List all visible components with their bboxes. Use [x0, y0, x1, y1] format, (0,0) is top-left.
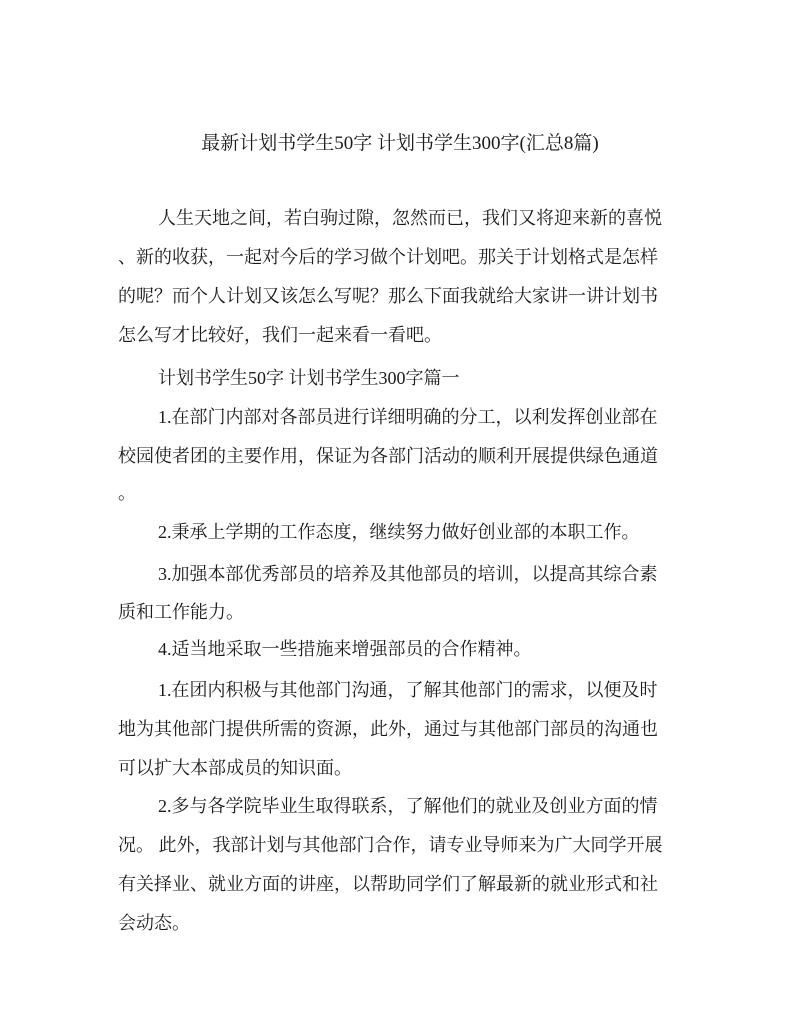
item-4-line-1: 4.适当地采取一些措施来增强部员的合作精神。 [158, 639, 532, 659]
document-title: 最新计划书学生50字 计划书学生300字(汇总8篇) [201, 133, 599, 154]
item-1-line-2: 校园使者团的主要作用，保证为各部门活动的顺利开展提供绿色通道 [118, 446, 658, 466]
item-1-line-1: 1.在部门内部对各部员进行详细明确的分工，以利发挥创业部在 [158, 407, 658, 427]
item-3-line-2: 质和工作能力。 [118, 602, 244, 622]
item-5-line-1: 1.在团内积极与其他部门沟通，了解其他部门的需求，以便及时 [158, 680, 658, 700]
intro-line-4: 怎么写才比较好，我们一起来看一看吧。 [118, 325, 442, 345]
item-5-line-2: 地为其他部门提供所需的资源，此外，通过与其他部门部员的沟通也 [118, 719, 658, 739]
intro-line-3: 的呢？而个人计划又该怎么写呢？那么下面我就给大家讲一讲计划书 [118, 286, 658, 306]
item-5-line-3: 可以扩大本部成员的知识面。 [118, 758, 352, 778]
item-3-line-1: 3.加强本部优秀部员的培养及其他部员的培训，以提高其综合素 [158, 564, 658, 584]
item-6-line-2: 况。 此外，我部计划与其他部门合作，请专业导师来为广大同学开展 [118, 835, 663, 855]
item-6-line-3: 有关择业、就业方面的讲座，以帮助同学们了解最新的就业形式和社 [118, 874, 658, 894]
item-6-line-4: 会动态。 [118, 913, 190, 933]
item-6-line-1: 2.多与各学院毕业生取得联系，了解他们的就业及创业方面的情 [158, 796, 658, 816]
section-heading: 计划书学生50字 计划书学生300字篇一 [158, 368, 460, 388]
intro-line-1: 人生天地之间，若白驹过隙，忽然而已，我们又将迎来新的喜悦 [158, 208, 662, 228]
item-2-line-1: 2.秉承上学期的工作态度，继续努力做好创业部的本职工作。 [158, 522, 640, 542]
item-1-line-3: 。 [118, 483, 136, 503]
intro-line-2: 、新的收获，一起对今后的学习做个计划吧。那关于计划格式是怎样 [118, 247, 658, 267]
